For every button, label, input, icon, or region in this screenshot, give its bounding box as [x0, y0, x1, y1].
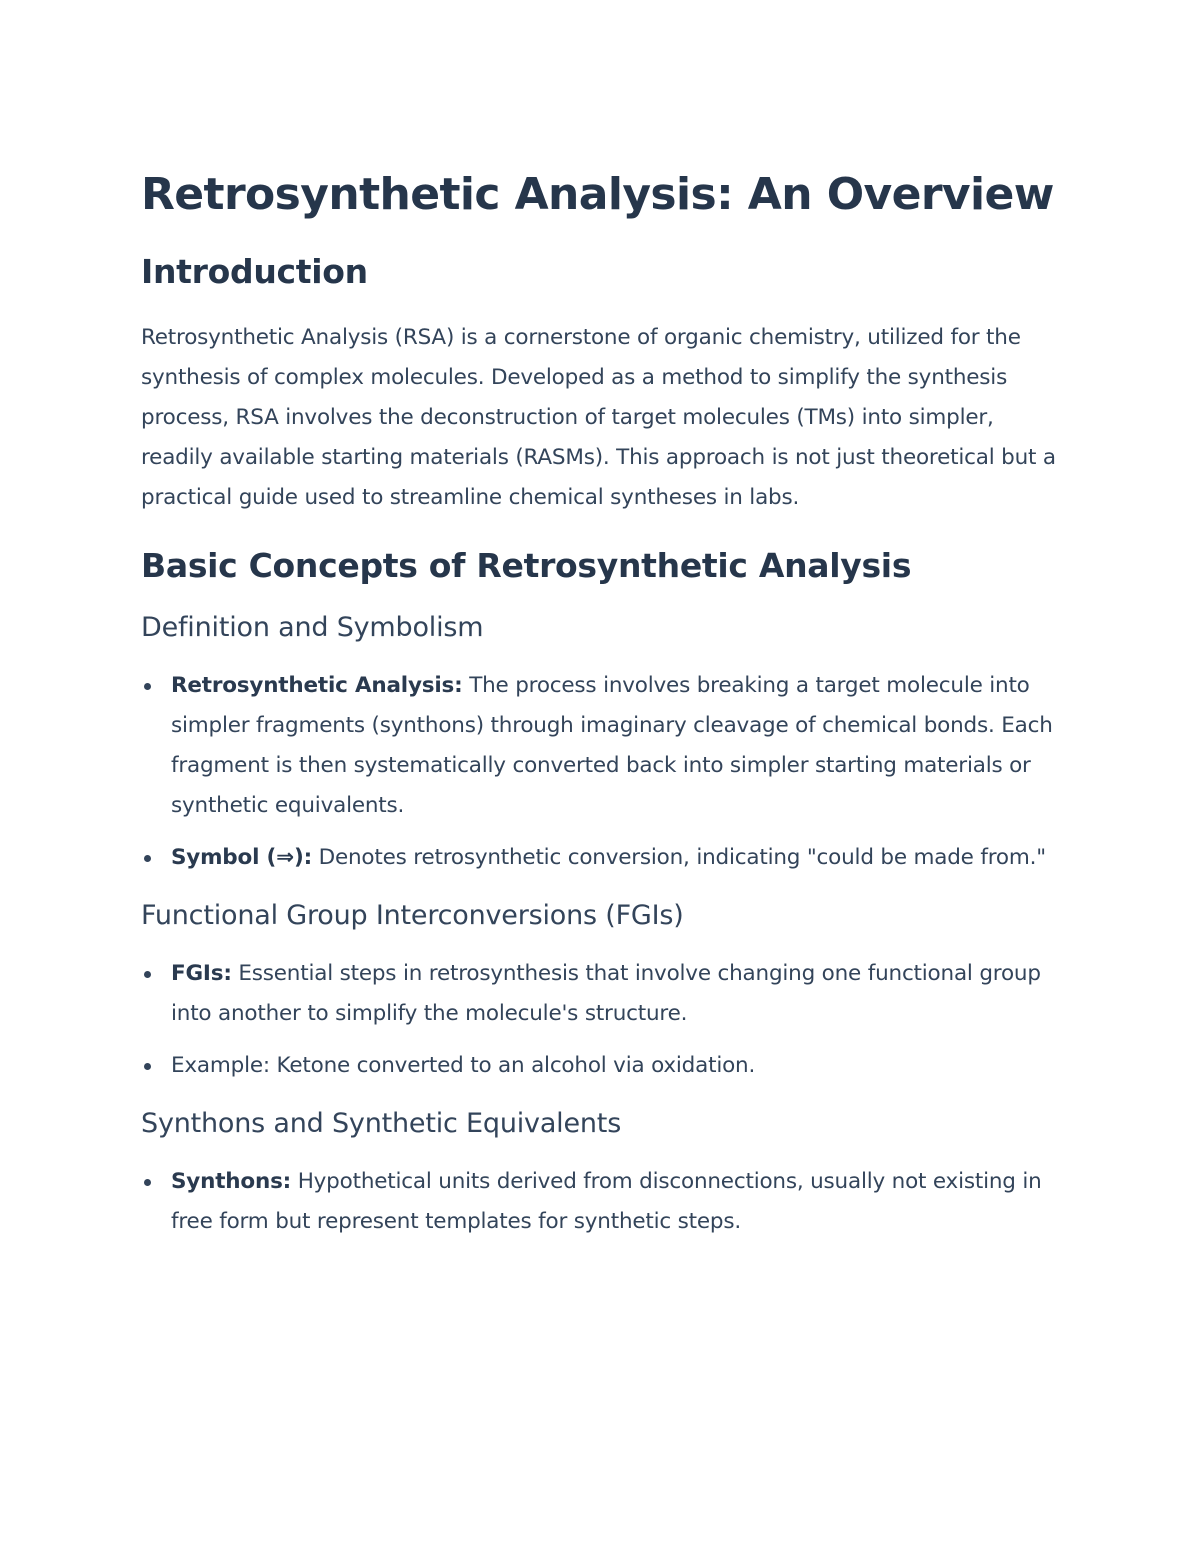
list-item [141, 954, 1061, 1034]
introduction-heading: Introduction [141, 252, 368, 291]
list-item-text: Denotes retrosynthetic conversion, indicating "could be made from." [311, 845, 1046, 870]
list-item [141, 1162, 1061, 1242]
fgi-heading: Functional Group Interconversions (FGIs) [141, 900, 684, 931]
bullet-icon [144, 1179, 151, 1186]
list-item-term: Symbol (⇒): [171, 845, 312, 870]
list-item-term: Retrosynthetic Analysis: [171, 673, 463, 698]
definition-list [141, 666, 1061, 878]
fgi-list [141, 954, 1061, 1086]
list-item-term: FGIs: [171, 961, 232, 986]
definition-heading: Definition and Symbolism [141, 612, 484, 643]
synthons-heading: Synthons and Synthetic Equivalents [141, 1108, 622, 1139]
list-item [141, 838, 1061, 878]
document-title: Retrosynthetic Analysis: An Overview [141, 169, 1054, 220]
bullet-icon [144, 971, 151, 978]
list-item-text: Hypothetical units derived from disconnections, usually not existing in free form but represent templates for synthetic steps. [171, 1169, 1042, 1234]
basic-concepts-heading: Basic Concepts of Retrosynthetic Analysis [141, 546, 912, 585]
list-item-text: The process involves breaking a target molecule into simpler fragments (synthons) through imaginary cleavage of chemical bonds. Each fragment is then systematically converted back into simpler starting materials or synthetic equivalents. [171, 673, 1053, 818]
list-item-text: Essential steps in retrosynthesis that involve changing one functional group into another to simplify the molecule's structure. [171, 961, 1041, 1026]
list-item [141, 1046, 1061, 1086]
synthons-list [141, 1162, 1061, 1242]
list-item [141, 666, 1061, 826]
introduction-paragraph: Retrosynthetic Analysis (RSA) is a cornerstone of organic chemistry, utilized for the synthesis of complex molecules. Developed as a method to simplify the synthesis process, RSA involves the deconstruction of target molecules (TMs) into simpler, readily available starting materials (RASMs). This approach is not just theoretical but a practical guide used to streamline chemical syntheses in labs. [141, 325, 1056, 510]
document-page [141, 168, 1061, 1242]
bullet-icon [144, 1063, 151, 1070]
bullet-icon [144, 683, 151, 690]
list-item-text: Example: Ketone converted to an alcohol via oxidation. [171, 1053, 756, 1078]
bullet-icon [144, 855, 151, 862]
list-item-term: Synthons: [171, 1169, 292, 1194]
